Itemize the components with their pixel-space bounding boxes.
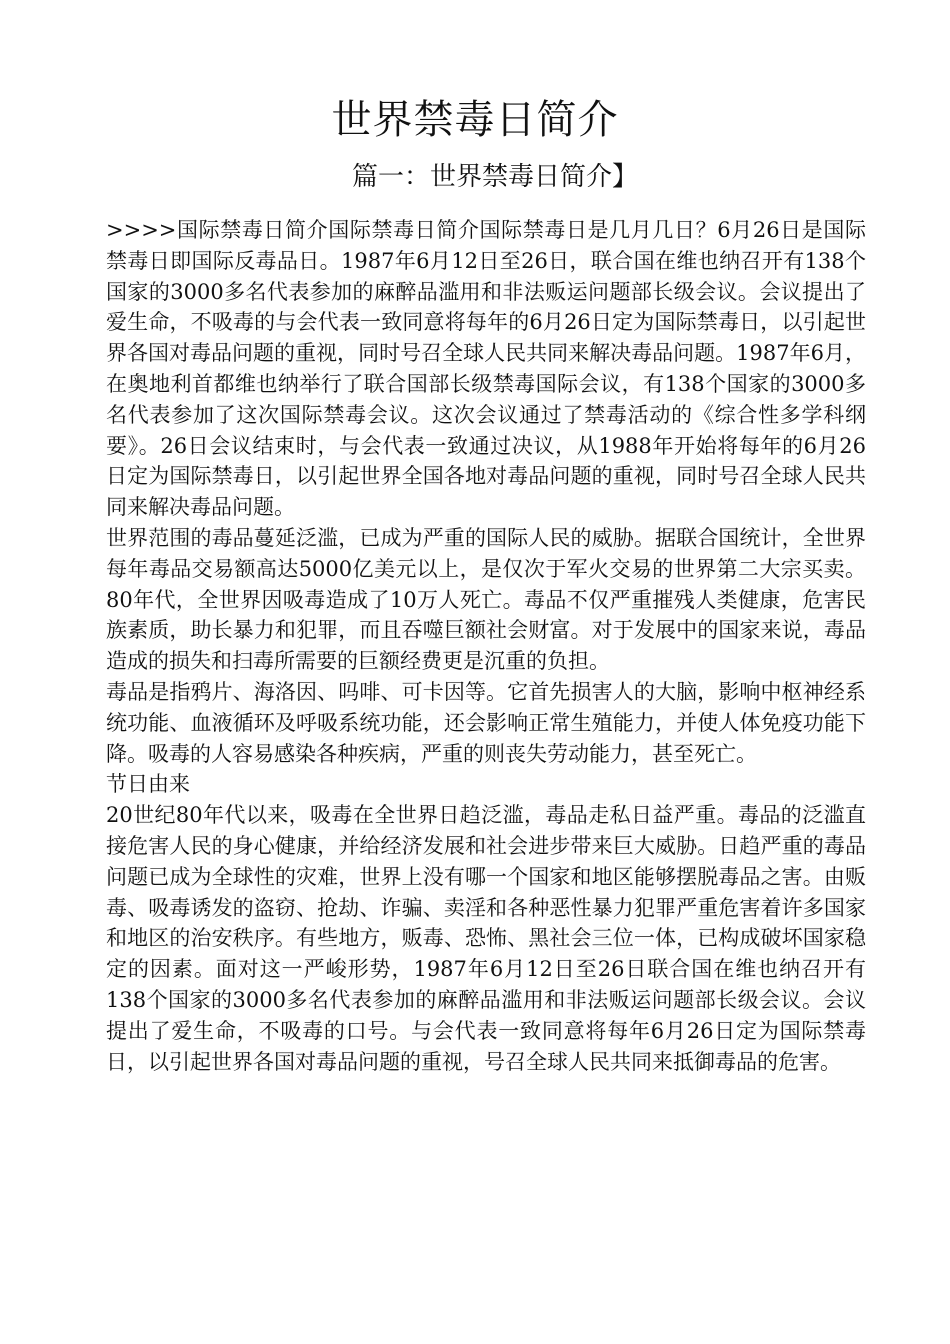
- document-body: [106, 215, 866, 1077]
- document-title: 世界禁毒日简介: [331, 97, 619, 143]
- paragraph-intro: >>>>国际禁毒日简介国际禁毒日简介国际禁毒日是几月几日？6月26日是国际禁毒日即国际反毒品日。1987年6月12日至26日，联合国在维也纳召开有138个国家的3000多名代表参加的麻醉品滥用和非法贩运问题部长级会议。会议提出了爱生命，不吸毒的与会代表一致同意将每年的6月26日定为国际禁毒日，以引起世界各国对毒品问题的重视，同时号召全球人民共同来解决毒品问题。1987年6月，在奥地利首都维也纳举行了联合国部长级禁毒国际会议，有138个国家的3000多名代表参加了这次国际禁毒会议。这次会议通过了禁毒活动的《综合性多学科纲要》。26日会议结束时，与会代表一致通过决议，从1988年开始将每年的6月26日定为国际禁毒日，以引起世界全国各地对毒品问题的重视，同时号召全球人民共同来解决毒品问题。: [106, 218, 866, 520]
- document-subtitle: 篇一：世界禁毒日简介】: [351, 162, 638, 192]
- paragraph-origin: 20世纪80年代以来，吸毒在全世界日趋泛滥，毒品走私日益严重。毒品的泛滥直接危害人民的身心健康，并给经济发展和社会进步带来巨大威胁。日趋严重的毒品问题已成为全球性的灾难，世界上没有哪一个国家和地区能够摆脱毒品之害。由贩毒、吸毒诱发的盗窃、抢劫、诈骗、卖淫和各种恶性暴力犯罪严重危害着许多国家和地区的治安秩序。有些地方，贩毒、恐怖、黑社会三位一体，已构成破坏国家稳定的因素。面对这一严峻形势，1987年6月12日至26日联合国在维也纳召开有138个国家的3000多名代表参加的麻醉品滥用和非法贩运问题部长级会议。会议提出了爱生命，不吸毒的口号。与会代表一致同意将每年6月26日定为国际禁毒日，以引起世界各国对毒品问题的重视，号召全球人民共同来抵御毒品的危害。: [106, 803, 866, 1074]
- paragraph-global-drug-threat: 世界范围的毒品蔓延泛滥，已成为严重的国际人民的威胁。据联合国统计，全世界每年毒品交易额高达5000亿美元以上，是仅次于军火交易的世界第二大宗买卖。80年代，全世界因吸毒造成了10万人死亡。毒品不仅严重摧残人类健康，危害民族素质，助长暴力和犯罪，而且吞噬巨额社会财富。对于发展中的国家来说，毒品造成的损失和扫毒所需要的巨额经费更是沉重的负担。: [106, 525, 866, 674]
- section-heading-origin: 节日由来: [106, 772, 190, 797]
- paragraph-drug-harm: 毒品是指鸦片、海洛因、吗啡、可卡因等。它首先损害人的大脑，影响中枢神经系统功能、血液循环及呼吸系统功能，还会影响正常生殖能力，并使人体免疫功能下降。吸毒的人容易感染各种疾病，严重的则丧失劳动能力，甚至死亡。: [106, 679, 866, 766]
